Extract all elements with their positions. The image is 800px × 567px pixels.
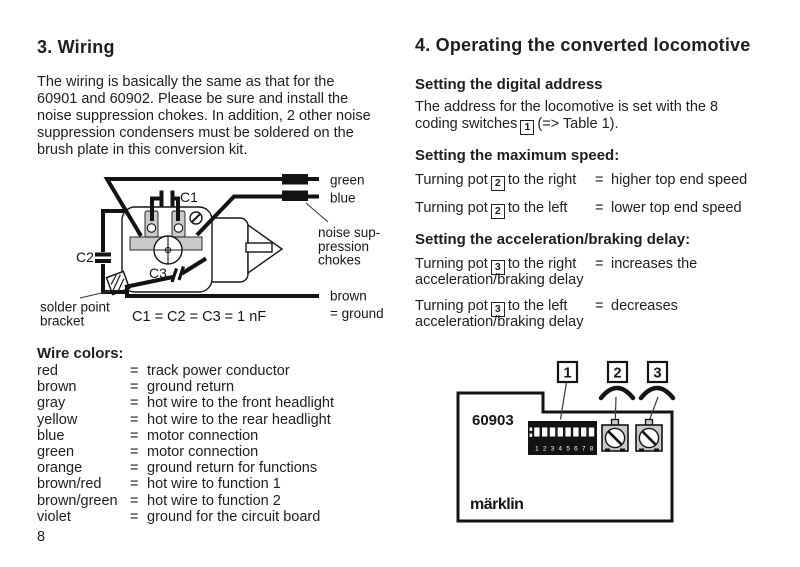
solder-point-label: solder point bbox=[40, 299, 110, 315]
instruction-result: higher top end speed bbox=[611, 172, 748, 188]
page-number: 8 bbox=[37, 529, 46, 545]
equals-sign: = bbox=[130, 508, 139, 525]
capacitor-c2-icon bbox=[95, 253, 111, 264]
instruction-text: Turning pot bbox=[415, 172, 488, 188]
wire-color-row bbox=[37, 412, 397, 428]
dip-digit: 4 bbox=[558, 445, 563, 453]
equals-sign: = bbox=[595, 298, 604, 314]
callout-box-2: 2 bbox=[613, 365, 622, 382]
wire-color-row bbox=[37, 476, 397, 492]
instruction-text: Turning pot bbox=[415, 200, 488, 216]
instruction-result: increases the bbox=[611, 256, 698, 272]
wire-color-row bbox=[37, 379, 397, 395]
pot-callout: 2 bbox=[491, 204, 505, 219]
instruction-text: Turning pot bbox=[415, 256, 488, 272]
decoder-model: 60903 bbox=[472, 412, 514, 429]
wire-color-desc: hot wire to the rear headlight bbox=[147, 411, 331, 428]
address-line: The address for the locomotive is set with the 8 bbox=[415, 99, 719, 115]
wire-color-row bbox=[37, 428, 397, 444]
wire-color-name: yellow bbox=[37, 411, 78, 428]
pot-callout: 3 bbox=[491, 260, 505, 275]
equals-sign: = bbox=[130, 427, 139, 444]
dip-digit: 7 bbox=[581, 445, 586, 453]
wire-color-desc: ground for the circuit board bbox=[147, 508, 321, 525]
address-line-text: coding switches bbox=[415, 116, 518, 132]
rotation-arrow-icon bbox=[601, 388, 673, 398]
wire-color-row bbox=[37, 363, 397, 379]
pot-instruction-row bbox=[415, 172, 785, 191]
wire-color-name: red bbox=[37, 363, 58, 379]
wire-color-row bbox=[37, 395, 397, 411]
equals-sign: = bbox=[595, 200, 604, 216]
section-4-heading: 4. Operating the converted locomotive bbox=[415, 35, 751, 55]
potentiometer-1 bbox=[602, 420, 628, 452]
capacitor-formula: C1 = C2 = C3 = 1 nF bbox=[132, 309, 267, 325]
equals-sign: = bbox=[130, 492, 139, 509]
instruction-text: to the left bbox=[507, 298, 568, 314]
equals-sign: = bbox=[130, 411, 139, 428]
wire-color-desc: track power conductor bbox=[147, 363, 290, 379]
equals-sign: = bbox=[130, 443, 139, 460]
dip-digit: 5 bbox=[566, 445, 570, 453]
screw-icon bbox=[190, 212, 202, 224]
marklin-logo: märklin bbox=[470, 496, 524, 513]
wiring-intro-line: 60901 and 60902. Please be sure and install the bbox=[37, 91, 349, 107]
noise-chokes-label: pression bbox=[318, 239, 370, 254]
instruction-result: lower top end speed bbox=[611, 200, 742, 216]
wire-color-name: brown bbox=[37, 379, 77, 396]
equals-sign: = bbox=[130, 379, 139, 396]
wire-color-row bbox=[37, 509, 397, 525]
wiring-diagram bbox=[30, 165, 400, 345]
dip-digit: 1 bbox=[535, 445, 539, 453]
dip-digit: 8 bbox=[589, 445, 594, 453]
instruction-text: to the right bbox=[507, 256, 577, 272]
callout-box-1: 1 bbox=[563, 365, 572, 382]
equals-sign: = bbox=[130, 460, 139, 477]
pot-callout: 3 bbox=[491, 302, 505, 317]
decoder-diagram bbox=[450, 357, 700, 532]
wire-color-desc: motor connection bbox=[147, 427, 259, 444]
equals-sign: = bbox=[130, 363, 139, 379]
wire-color-desc: hot wire to the front headlight bbox=[147, 395, 335, 412]
instruction-result: decreases bbox=[611, 298, 678, 314]
wire-color-name: orange bbox=[37, 460, 83, 477]
continuation-line: acceleration/braking delay bbox=[415, 272, 584, 288]
wire-color-name: green bbox=[37, 443, 75, 460]
wiring-intro bbox=[37, 74, 371, 159]
capacitor-label-c1: C1 bbox=[180, 189, 198, 205]
equals-sign: = bbox=[130, 395, 139, 412]
wire-color-row bbox=[37, 493, 397, 509]
wire-color-desc: hot wire to function 1 bbox=[147, 476, 281, 493]
wire-color-name: brown/red bbox=[37, 476, 102, 493]
wiring-intro-line: noise suppression chokes. In addition, 2 other noise bbox=[37, 108, 371, 124]
wire-color-name: blue bbox=[37, 427, 65, 444]
green-wire-label: green bbox=[330, 172, 365, 188]
equals-sign: = bbox=[130, 476, 139, 493]
dip-switch-block bbox=[528, 421, 597, 455]
callout-box-3: 3 bbox=[653, 365, 662, 382]
pot-callout: 2 bbox=[491, 176, 505, 191]
commutator-icon bbox=[154, 236, 182, 264]
potentiometer-2 bbox=[636, 420, 662, 452]
wire-color-row bbox=[37, 444, 397, 460]
wire-color-row bbox=[37, 460, 397, 476]
instruction-text: Turning pot bbox=[415, 298, 488, 314]
wire-color-desc: motor connection bbox=[147, 443, 259, 460]
equals-sign: = bbox=[595, 256, 604, 272]
instruction-text: to the left bbox=[507, 200, 568, 216]
wire-colors-list bbox=[37, 345, 397, 525]
delay-title: Setting the acceleration/braking delay: bbox=[415, 231, 691, 248]
wire-color-desc: ground return for functions bbox=[147, 460, 318, 477]
noise-chokes-label: chokes bbox=[318, 252, 361, 268]
brown-wire-label: brown bbox=[330, 288, 367, 304]
continuation-line: acceleration/braking delay bbox=[415, 314, 584, 330]
dip-digit: 6 bbox=[574, 445, 578, 453]
solder-point-label: bracket bbox=[40, 313, 85, 329]
address-line bbox=[415, 116, 619, 135]
instruction-text: to the right bbox=[507, 172, 577, 188]
pot-instruction-row bbox=[415, 200, 785, 219]
digital-address-title: Setting the digital address bbox=[415, 76, 603, 93]
coding-switch-callout: 1 bbox=[520, 120, 534, 135]
dip-digit: 2 bbox=[542, 445, 547, 453]
section-3-heading: 3. Wiring bbox=[37, 37, 115, 57]
wire-colors-title: Wire colors: bbox=[37, 345, 124, 362]
wire-color-name: brown/green bbox=[37, 492, 118, 509]
blue-wire-label: blue bbox=[330, 190, 356, 206]
wire-color-name: violet bbox=[37, 508, 71, 525]
capacitor-label-c2: C2 bbox=[76, 249, 94, 265]
wire-color-desc: ground return bbox=[147, 379, 235, 396]
wiring-intro-line: brush plate in this conversion kit. bbox=[37, 142, 248, 158]
wire-color-name: gray bbox=[37, 395, 66, 412]
wiring-intro-line: The wiring is basically the same as that for the bbox=[37, 74, 335, 90]
wire-color-desc: hot wire to function 2 bbox=[147, 492, 281, 509]
speed-title: Setting the maximum speed: bbox=[415, 147, 620, 164]
capacitor-label-c3: C3 bbox=[149, 265, 167, 281]
ground-label: = ground bbox=[330, 306, 384, 321]
capacitor-c1-icon bbox=[160, 191, 175, 207]
address-line-text: (=> Table 1). bbox=[537, 116, 619, 132]
dip-digit: 3 bbox=[550, 445, 555, 453]
noise-chokes-label: noise sup- bbox=[318, 225, 381, 240]
wiring-intro-line: suppression condensers must be soldered on the bbox=[37, 125, 354, 141]
equals-sign: = bbox=[595, 172, 604, 188]
choke-icons bbox=[282, 174, 308, 201]
